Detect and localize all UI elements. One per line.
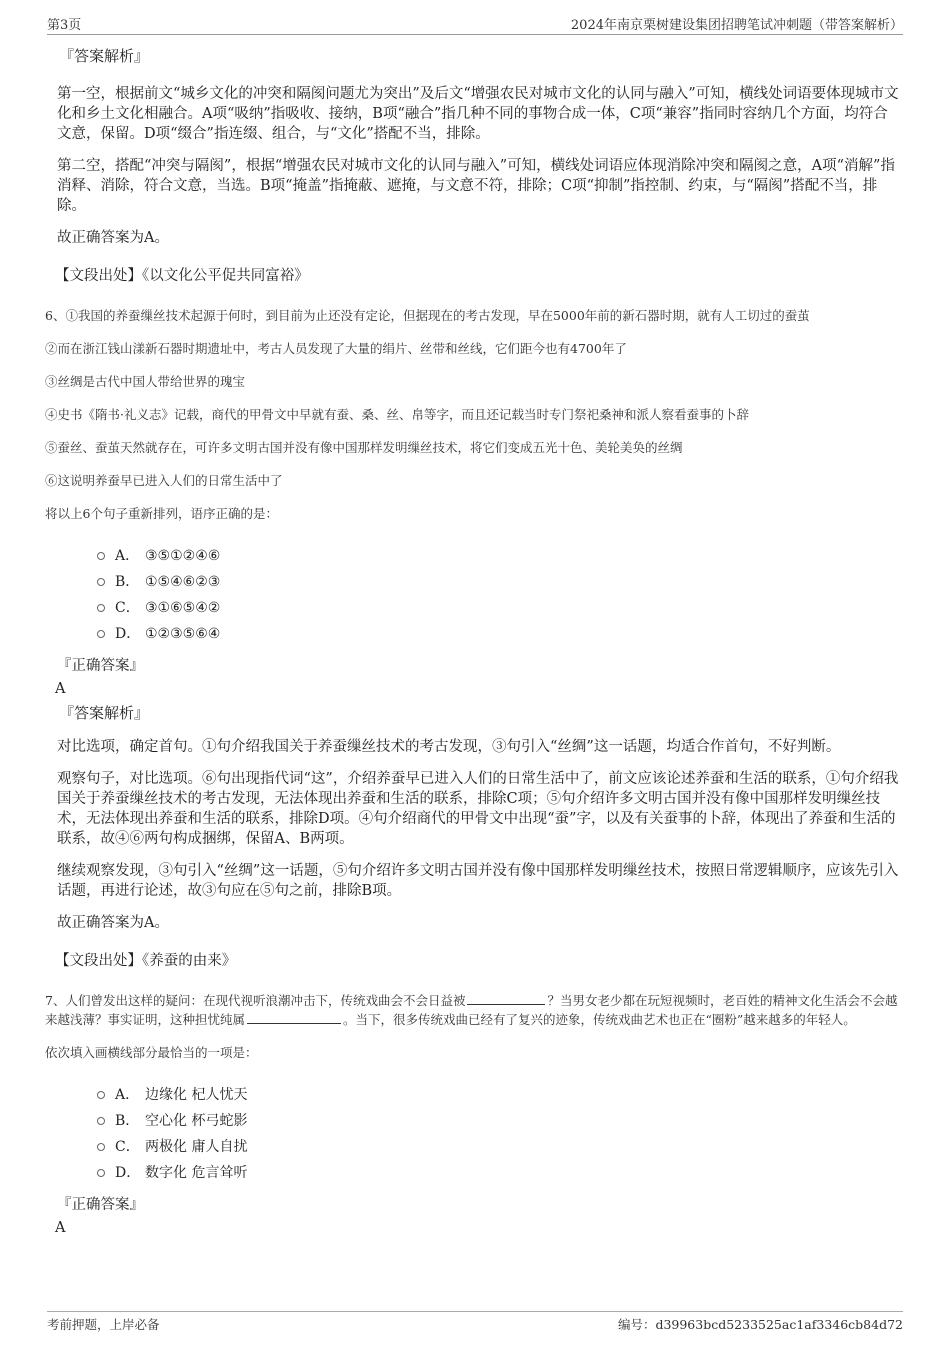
option-a[interactable]: A． ③⑤①②④⑥ [97,543,903,569]
page-number: 第3页 [47,18,82,33]
question-instruction: 依次填入画横线部分最恰当的一项是： [45,1045,258,1060]
page-footer [47,1311,903,1336]
radio-icon[interactable] [97,578,105,586]
question-instruction: 将以上6个句子重新排列，语序正确的是： [45,506,278,521]
page-header [47,12,903,35]
correct-answer-label: 『正确答案』 [57,1197,144,1213]
radio-icon[interactable] [97,1143,105,1151]
radio-icon[interactable] [97,604,105,612]
question-6 [45,306,903,971]
page-content [45,46,903,1242]
analysis-paragraph: 继续观察发现，③句引入“丝绸”这一话题，⑤句介绍许多文明古国并没有像中国那样发明缫丝技术，按照日常逻辑顺序，应该先引入话题，再进行论述，故③句应在⑤句之前，排除B项。 [57,863,899,899]
correct-answer: A [55,681,66,697]
radio-icon[interactable] [97,1091,105,1099]
analysis-paragraph: 第一空，根据前文“城乡文化的冲突和隔阂问题尤为突出”及后文“增强农民对城市文化的认同与融入”可知，横线处词语要体现城市文化和乡土文化相融合。A项“吸纳”指吸收、接纳，B项“融合”指几种不同的事物合成一体，C项“兼容”指同时容纳几个方面，均符合文意，保留。D项“缀合”指连缀、组合，与“文化”搭配不当，排除。 [57,86,899,142]
analysis-conclusion: 故正确答案为A。 [57,230,169,246]
question-text: 7、人们曾发出这样的疑问：在现代视听浪潮冲击下，传统戏曲会不会日益被 ？当男女老少都在玩短视频时，老百姓的精神文化生活会不会越来越浅薄？事实证明，这种担忧纯属 。当下，很多传统戏曲已经有了复兴的迹象，传统戏曲艺术也正在“圈粉”越来越多的年轻人。 [45,993,898,1027]
question-7 [45,991,903,1238]
sentence-item: ⑥这说明养蚕早已进入人们的日常生活中了 [45,473,283,488]
analysis-label: 『答案解析』 [59,704,150,722]
sentence-item: ②而在浙江钱山漾新石器时期遗址中，考古人员发现了大量的绢片、丝带和丝线，它们距今也有4700年了 [45,341,627,356]
correct-answer-label: 『正确答案』 [57,658,144,674]
analysis-conclusion: 故正确答案为A。 [57,915,169,931]
option-list [97,1082,903,1186]
sentence-item: ④史书《隋书·礼义志》记载，商代的甲骨文中早就有蚕、桑、丝、帛等字，而且还记载当时专门祭祀桑神和派人察看蚕事的卜辞 [45,407,749,422]
option-a[interactable]: A． 边缘化 杞人忧天 [97,1082,903,1108]
analysis-label: 『答案解析』 [59,47,150,65]
document-title: 2024年南京栗树建设集团招聘笔试冲刺题（带答案解析） [570,18,903,33]
option-d[interactable]: D． 数字化 危言耸听 [97,1160,903,1186]
option-d[interactable]: D． ①②③⑤⑥④ [97,621,903,647]
radio-icon[interactable] [97,1117,105,1125]
option-b[interactable]: B． ①⑤④⑥②③ [97,569,903,595]
footer-slogan: 考前押题，上岸必备 [47,1317,160,1332]
source-citation: 【文段出处】《养蚕的由来》 [55,953,237,969]
blank-line [467,992,545,1005]
option-list [97,543,903,647]
analysis-paragraph: 观察句子，对比选项。⑥句出现指代词“这”，介绍养蚕早已进入人们的日常生活中了，前文应该论述养蚕和生活的联系，①句介绍我国关于养蚕缫丝技术的考古发现，无法体现出养蚕和生活的联系，排除C项；⑤句介绍许多文明古国并没有像中国那样发明缫丝技术，无法体现出养蚕和生活的联系，排除D项。④句介绍商代的甲骨文中出现“蚕”字，以及有关蚕事的卜辞，体现出了养蚕和生活的联系，故④⑥两句构成捆绑，保留A、B两项。 [57,771,899,847]
source-citation: 【文段出处】《以文化公平促共同富裕》 [55,268,309,284]
sentence-item: ⑤蚕丝、蚕茧天然就存在，可许多文明古国并没有像中国那样发明缫丝技术，将它们变成五光十色、美轮美奂的丝绸 [45,440,683,455]
correct-answer: A [55,1220,66,1236]
question-text: 6、①我国的养蚕缫丝技术起源于何时，到目前为止还没有定论，但据现在的考古发现，早在5000年前的新石器时期，就有人工切过的蚕茧 [45,308,810,323]
analysis-paragraph: 对比选项，确定首句。①句介绍我国关于养蚕缫丝技术的考古发现，③句引入“丝绸”这一话题，均适合作首句，不好判断。 [57,739,841,755]
sentence-item: ③丝绸是古代中国人带给世界的瑰宝 [45,374,246,389]
radio-icon[interactable] [97,552,105,560]
analysis-paragraph: 第二空，搭配“冲突与隔阂”，根据“增强农民对城市文化的认同与融入”可知，横线处词语应体现消除冲突和隔阂之意，A项“消解”指消释、消除，符合文意，当选。B项“掩盖”指掩蔽、遮掩，与文意不符，排除；C项“抑制”指控制、约束，与“隔阂”搭配不当，排除。 [57,158,895,214]
option-c[interactable]: C． ③①⑥⑤④② [97,595,903,621]
radio-icon[interactable] [97,630,105,638]
option-b[interactable]: B． 空心化 杯弓蛇影 [97,1108,903,1134]
document-id: 编号：d39963bcd5233525ac1af3346cb84d72 [617,1317,903,1332]
option-c[interactable]: C． 两极化 庸人自扰 [97,1134,903,1160]
radio-icon[interactable] [97,1169,105,1177]
blank-line [247,1011,341,1024]
